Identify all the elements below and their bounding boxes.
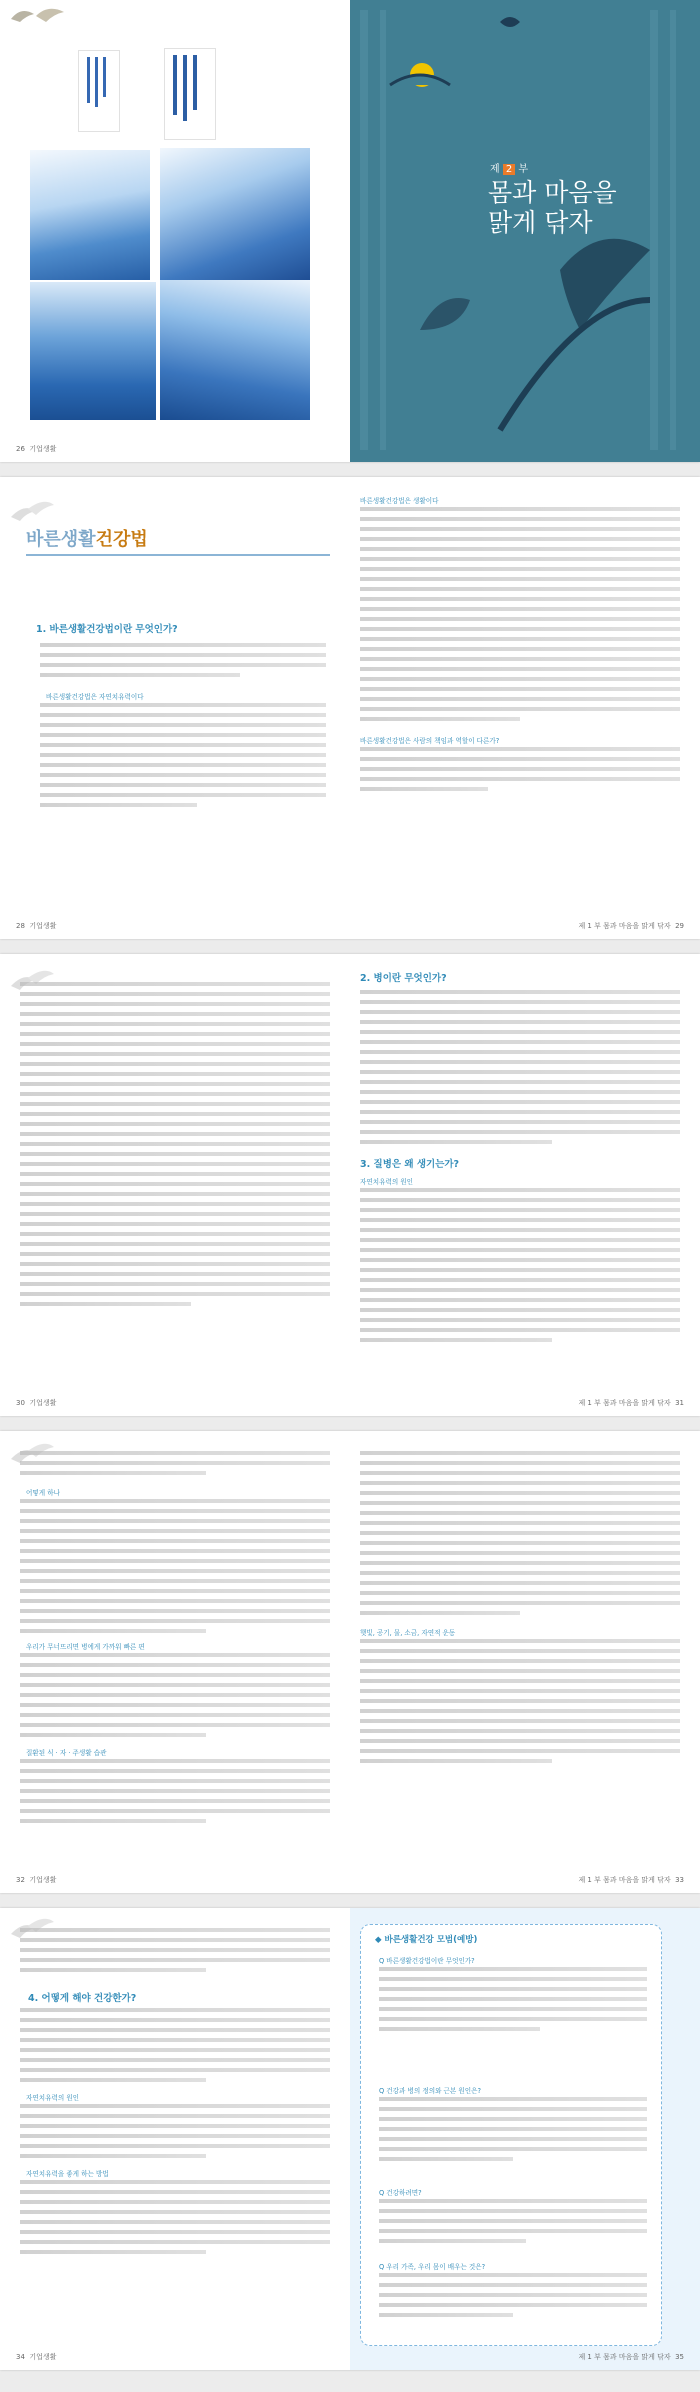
paragraph-block — [379, 2097, 647, 2167]
paragraph-block — [20, 2180, 330, 2260]
spread-2 — [0, 477, 700, 939]
landscape-painting-3 — [30, 282, 156, 420]
callout-question-3: Q 건강하려면? — [379, 2189, 422, 2197]
heading-4: 4. 어떻게 해야 건강한가? — [28, 1993, 137, 2004]
part-label: 제 2 부 — [490, 164, 529, 175]
subheading-2: 바른생활건강법은 생활이다 — [360, 497, 439, 505]
page-footer-right: 제 1 부 몸과 마음을 맑게 닦자 33 — [578, 1876, 684, 1884]
paragraph-block — [360, 1639, 680, 1769]
heading-1: 1. 바른생활건강법이란 무엇인가? — [36, 624, 178, 635]
crane-logo-icon — [6, 4, 76, 24]
paragraph-block — [40, 703, 326, 813]
subheading-3: 바른생활건강법은 사람의 책임과 역할이 다른가? — [360, 737, 500, 745]
landscape-painting-1 — [30, 150, 150, 280]
paragraph-block — [20, 1451, 330, 1481]
paragraph-block — [379, 2273, 647, 2323]
page-32 — [0, 1431, 350, 1893]
paragraph-block — [20, 2104, 330, 2164]
paragraph-block — [379, 1967, 647, 2037]
page-30 — [0, 954, 350, 1416]
part-title — [488, 178, 617, 238]
landscape-painting-2 — [160, 148, 310, 280]
page-29 — [350, 477, 700, 939]
page-footer-right: 제 1 부 몸과 마음을 맑게 닦자 29 — [578, 922, 684, 930]
callout-question-2: Q 건강과 병의 정의와 근본 원인은? — [379, 2087, 481, 2095]
page-footer-right: 제 1 부 몸과 마음을 맑게 닦자 35 — [578, 2353, 684, 2361]
page-28 — [0, 477, 350, 939]
landscape-painting-4 — [160, 280, 310, 420]
paragraph-block — [20, 2008, 330, 2088]
callout-title: ◆ 바른생활건강 모범(예방) — [375, 1935, 478, 1945]
page-footer-left: 34 기업생활 — [16, 2353, 57, 2361]
page-footer-left: 26 기업생활 — [16, 445, 57, 453]
page-33 — [350, 1431, 700, 1893]
paragraph-block — [40, 643, 326, 683]
section-title: 바른생활건강법 — [26, 529, 148, 550]
paragraph-block — [360, 747, 680, 797]
paragraph-block — [379, 2199, 647, 2249]
subheading-8: 햇빛, 공기, 물, 소금, 자연적 운동 — [360, 1629, 456, 1637]
page-footer-left: 28 기업생활 — [16, 922, 57, 930]
callout-box — [360, 1924, 662, 2346]
spread-3 — [0, 954, 700, 1416]
callout-question-4: Q 우리 가족, 우리 몸이 배우는 것은? — [379, 2263, 486, 2271]
paragraph-block — [360, 990, 680, 1150]
subheading-1: 바른생활건강법은 자연치유력이다 — [46, 693, 144, 701]
subheading-10: 자연치유력을 좋게 하는 방법 — [26, 2170, 109, 2178]
spread-4 — [0, 1431, 700, 1893]
page-34 — [0, 1908, 350, 2370]
paragraph-block — [20, 1499, 330, 1639]
spread-1 — [0, 0, 700, 462]
page-26 — [0, 0, 350, 462]
scroll-painting-2 — [164, 48, 216, 140]
page-footer-left: 30 기업생활 — [16, 1399, 57, 1407]
paragraph-block — [20, 1653, 330, 1743]
heading-2: 2. 병이란 무엇인가? — [360, 973, 447, 984]
paragraph-block — [360, 1451, 680, 1621]
part-title-line-1: 몸과 마음을 — [488, 178, 617, 207]
subheading-4: 자연치유력의 원인 — [360, 1178, 414, 1186]
subheading-5: 어떻게 하나 — [26, 1489, 60, 1497]
subheading-6: 우리가 무너뜨리면 병에게 가까워 빠른 편 — [26, 1643, 145, 1651]
page-footer-right: 제 1 부 몸과 마음을 맑게 닦자 31 — [578, 1399, 684, 1407]
spread-5 — [0, 1908, 700, 2370]
scroll-painting-1 — [78, 50, 120, 132]
page-footer-left: 32 기업생활 — [16, 1876, 57, 1884]
paragraph-block — [20, 982, 330, 1312]
callout-question-1: Q 바른생활건강법이란 무엇인가? — [379, 1957, 475, 1965]
subheading-9: 자연치유력의 원인 — [26, 2094, 80, 2102]
paragraph-block — [20, 1928, 330, 1978]
part-cover — [350, 0, 700, 462]
page-31 — [350, 954, 700, 1416]
section-rule — [26, 554, 330, 556]
paragraph-block — [360, 1188, 680, 1348]
heading-3: 3. 질병은 왜 생기는가? — [360, 1159, 460, 1170]
part-title-line-2: 맑게 닦자 — [488, 208, 593, 237]
paragraph-block — [20, 1759, 330, 1829]
crane-logo-icon — [6, 495, 58, 525]
subheading-7: 질환된 식 · 자 · 주생활 습관 — [26, 1749, 107, 1757]
paragraph-block — [360, 507, 680, 727]
page-35 — [350, 1908, 700, 2370]
